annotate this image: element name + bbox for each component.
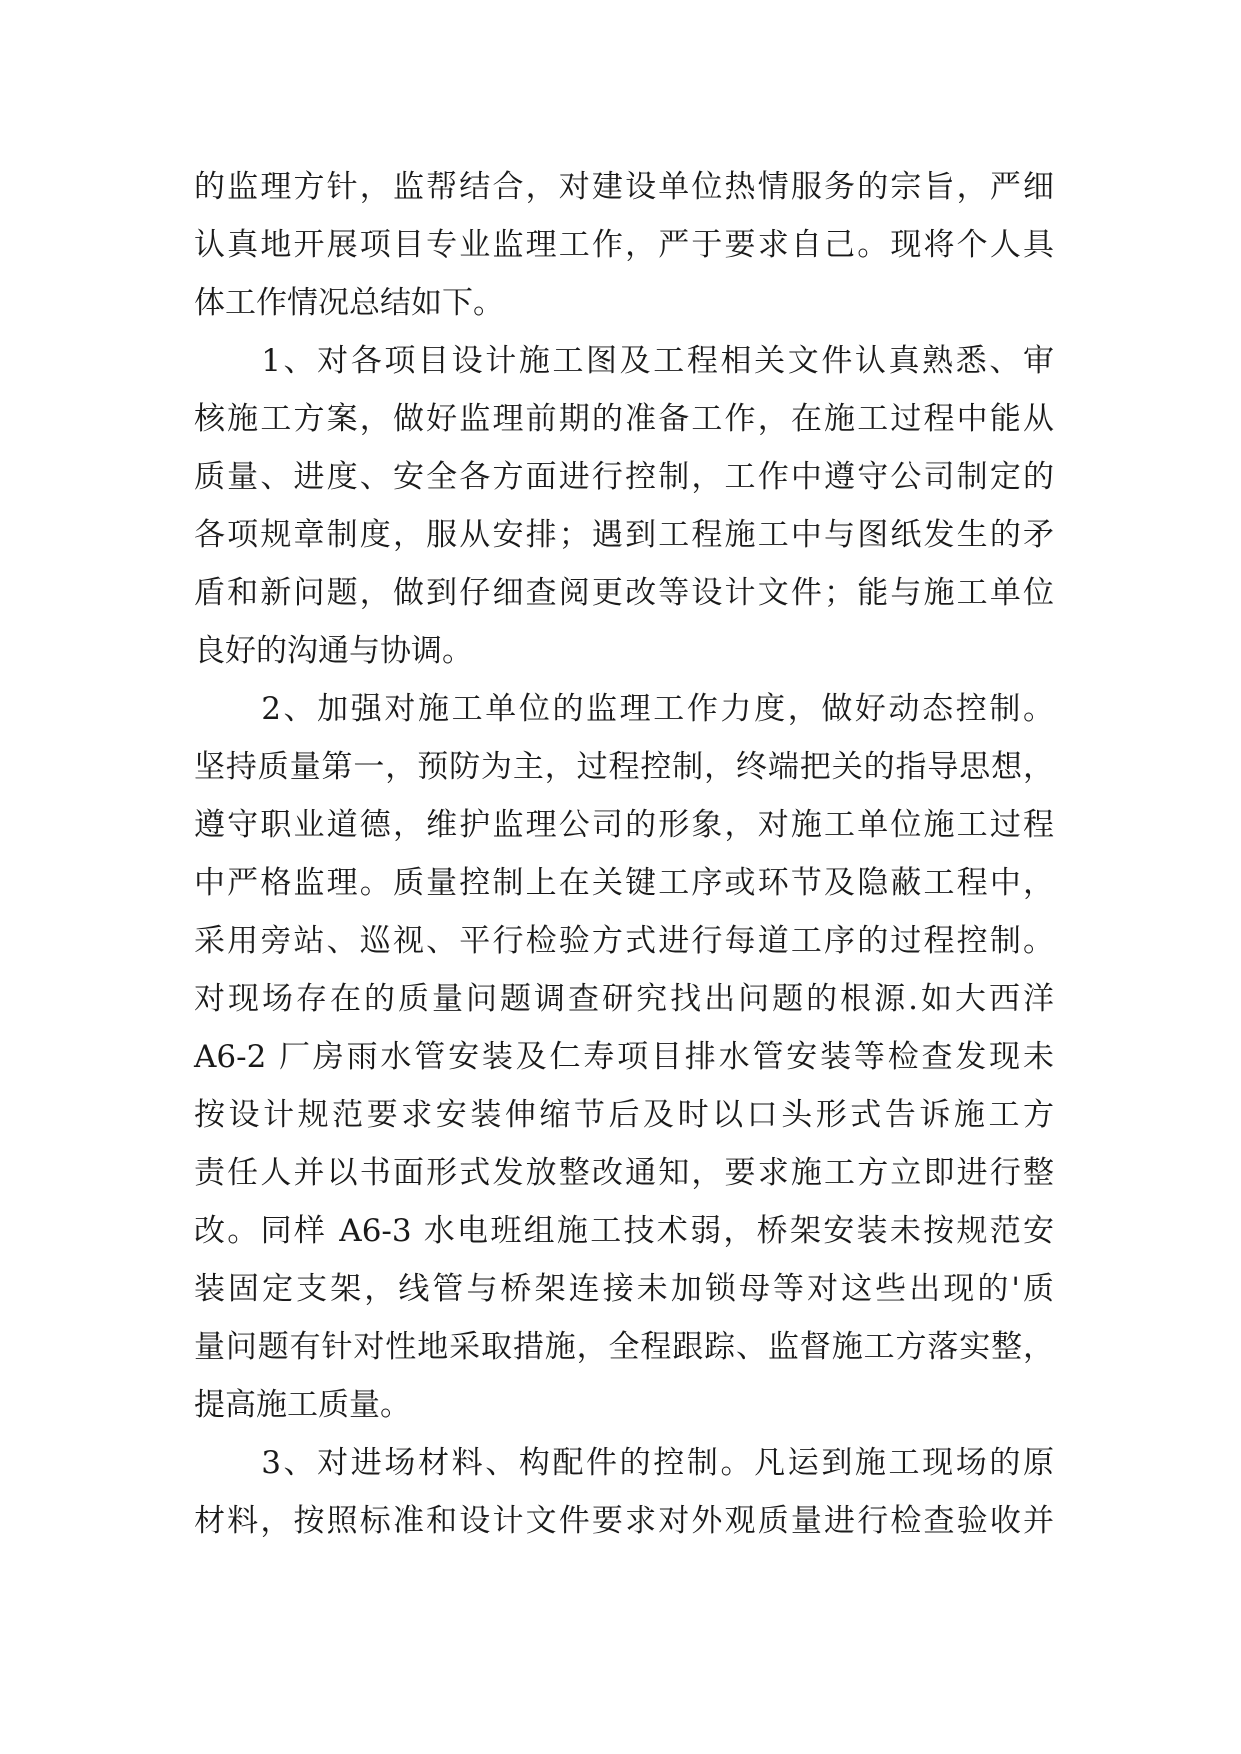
text-line: 改。同样 A6-3 水电班组施工技术弱，桥架安装未按规范安 <box>194 1213 1054 1249</box>
text-line: A6-2 厂房雨水管安装及仁寿项目排水管安装等检查发现未 <box>194 1039 1054 1075</box>
text-line: 量问题有针对性地采取措施，全程跟踪、监督施工方落实整， <box>194 1329 1054 1365</box>
text-line: 装固定支架，线管与桥架连接未加锁母等对这些出现的'质 <box>194 1271 1054 1307</box>
text-line: 对现场存在的质量问题调查研究找出问题的根源.如大西洋 <box>194 981 1054 1017</box>
text-line: 良好的沟通与协调。 <box>194 633 473 669</box>
text-line: 采用旁站、巡视、平行检验方式进行每道工序的过程控制。 <box>194 923 1054 959</box>
text-line: 质量、进度、安全各方面进行控制，工作中遵守公司制定的 <box>194 459 1054 495</box>
text-line: 材料，按照标准和设计文件要求对外观质量进行检查验收并 <box>194 1503 1054 1539</box>
text-line: 核施工方案，做好监理前期的准备工作，在施工过程中能从 <box>194 401 1054 437</box>
text-line: 盾和新问题，做到仔细查阅更改等设计文件；能与施工单位 <box>194 575 1054 611</box>
text-line: 体工作情况总结如下。 <box>194 285 504 321</box>
text-line: 的监理方针，监帮结合，对建设单位热情服务的宗旨，严细 <box>194 169 1054 205</box>
text-line: 按设计规范要求安装伸缩节后及时以口头形式告诉施工方 <box>194 1097 1054 1133</box>
text-line: 各项规章制度，服从安排；遇到工程施工中与图纸发生的矛 <box>194 517 1054 553</box>
text-line: 2、加强对施工单位的监理工作力度，做好动态控制。 <box>194 691 1054 727</box>
text-line: 坚持质量第一，预防为主，过程控制，终端把关的指导思想， <box>194 749 1054 785</box>
text-line: 3、对进场材料、构配件的控制。凡运到施工现场的原 <box>194 1445 1054 1481</box>
text-line: 认真地开展项目专业监理工作，严于要求自己。现将个人具 <box>194 227 1054 263</box>
text-line: 1、对各项目设计施工图及工程相关文件认真熟悉、审 <box>194 343 1054 379</box>
text-line: 责任人并以书面形式发放整改通知，要求施工方立即进行整 <box>194 1155 1054 1191</box>
text-line: 遵守职业道德，维护监理公司的形象，对施工单位施工过程 <box>194 807 1054 843</box>
text-line: 中严格监理。质量控制上在关键工序或环节及隐蔽工程中， <box>194 865 1054 901</box>
document-body <box>194 158 1054 1550</box>
text-line: 提高施工质量。 <box>194 1387 411 1423</box>
